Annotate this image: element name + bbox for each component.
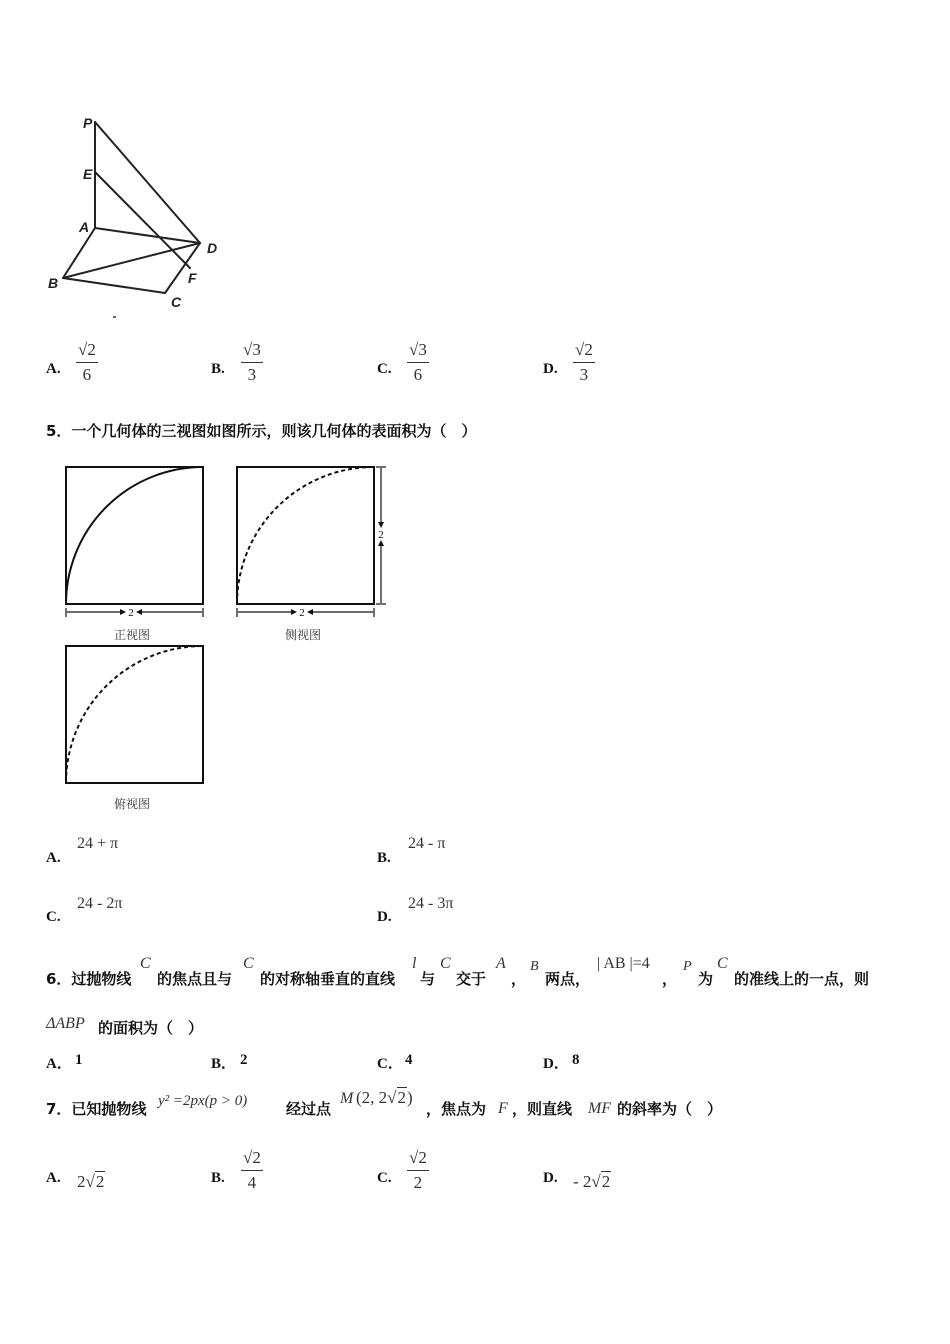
label-f: F <box>188 270 197 286</box>
q7-option-a-value: 2√2 <box>77 1172 105 1191</box>
q6-stem-part4: 与 <box>420 970 436 988</box>
q6-stem-part8: 的准线上的一点，则 <box>734 970 870 988</box>
q7-option-b-letter[interactable]: B. <box>211 1170 225 1186</box>
q6-var-c-4: C <box>717 955 728 972</box>
q6-stem-part3: 的对称轴垂直的直线 <box>260 970 396 988</box>
q6-stem-part7: 为 <box>698 970 714 988</box>
front-dim-label: 2 <box>128 607 134 619</box>
q6-comma-1: ， <box>511 970 527 988</box>
label-c: C <box>171 294 182 310</box>
q7-var-mf: MF <box>588 1100 612 1117</box>
pyramid-figure <box>40 108 230 323</box>
label-e: E <box>83 166 93 182</box>
q7-stem-part1: 7．已知抛物线 <box>46 1100 147 1118</box>
q5-option-d-value: 24 - 3π <box>408 895 454 912</box>
q6-option-b-value: 2 <box>240 1052 248 1068</box>
q4-option-c-letter[interactable]: C. <box>377 361 392 377</box>
q4-option-b-letter[interactable]: B. <box>211 361 225 377</box>
q7-stem-part4: ，则直线 <box>512 1100 573 1118</box>
q6-var-a: A <box>496 955 506 972</box>
q6-option-d-letter[interactable]: D． <box>543 1056 569 1072</box>
q6-option-a-letter[interactable]: A． <box>46 1056 72 1072</box>
side-view-figure <box>228 460 393 622</box>
q6-var-b: B <box>530 959 539 974</box>
q7-equation: y² =2px(p > 0) <box>158 1093 248 1109</box>
q5-option-b-letter[interactable]: B. <box>377 850 391 866</box>
q6-stem-part6: 两点， <box>545 970 591 988</box>
q6-stem-part1: 6．过抛物线 <box>46 970 132 988</box>
q6-stem-part9: 的面积为（ ） <box>98 1019 204 1037</box>
q5-option-a-value: 24 + π <box>77 835 119 852</box>
label-a: A <box>79 219 90 235</box>
q5-stem: 5．一个几何体的三视图如图所示，则该几何体的表面积为（ ） <box>46 422 477 440</box>
q4-option-a-value: $\frac{√2}{6}$ <box>78 340 96 384</box>
q4-option-b-value: $\frac{√3}{3}$ <box>243 340 261 384</box>
q6-triangle: ΔABP <box>46 1015 85 1032</box>
front-view-figure <box>58 460 214 622</box>
q6-option-b-letter[interactable]: B． <box>211 1056 237 1072</box>
q4-option-d-letter[interactable]: D. <box>543 361 558 377</box>
q5-option-c-value: 24 - 2π <box>77 895 123 912</box>
q5-option-a-letter[interactable]: A. <box>46 850 61 866</box>
q7-var-m: M <box>340 1090 354 1107</box>
top-view-caption: 俯视图 <box>114 797 151 811</box>
q6-var-l: l <box>412 955 417 972</box>
q7-option-c-value: $\frac{√2}{2}$ <box>409 1148 427 1192</box>
side-view-caption: 侧视图 <box>285 628 322 642</box>
label-d: D <box>207 240 218 256</box>
q7-option-d-value: - 2√2 <box>573 1172 611 1191</box>
q6-var-p: P <box>683 959 692 974</box>
q7-stem-part5: 的斜率为（ ） <box>617 1100 723 1118</box>
q6-var-c-3: C <box>440 955 451 972</box>
q6-var-c-2: C <box>243 955 254 972</box>
q7-point-coords: (2, 2√2) <box>356 1088 413 1107</box>
side-dim-label-bottom: 2 <box>299 607 305 619</box>
q7-var-f: F <box>498 1100 508 1117</box>
q7-stem-part3: ，焦点为 <box>426 1100 487 1118</box>
label-p: P <box>83 115 93 131</box>
q6-stem-part5: 交于 <box>456 970 487 988</box>
side-dim-label-right: 2 <box>378 529 384 541</box>
q7-option-a-letter[interactable]: A. <box>46 1170 61 1186</box>
q6-comma-2: ， <box>662 970 678 988</box>
q6-ab-condition: | AB |=4 <box>597 955 650 972</box>
q4-option-c-value: $\frac{√3}{6}$ <box>409 340 427 384</box>
top-view-figure <box>58 638 214 790</box>
q5-option-d-letter[interactable]: D. <box>377 909 392 925</box>
label-b: B <box>48 275 59 291</box>
q6-option-d-value: 8 <box>572 1052 580 1068</box>
q5-option-b-value: 24 - π <box>408 835 446 852</box>
q7-option-c-letter[interactable]: C. <box>377 1170 392 1186</box>
q7-option-d-letter[interactable]: D. <box>543 1170 558 1186</box>
q5-option-c-letter[interactable]: C. <box>46 909 61 925</box>
front-view-caption: 正视图 <box>114 628 151 642</box>
q6-option-c-letter[interactable]: C． <box>377 1056 403 1072</box>
q6-option-c-value: 4 <box>405 1052 413 1068</box>
q6-stem-part2: 的焦点且与 <box>157 970 233 988</box>
q7-stem-part2: 经过点 <box>286 1100 332 1118</box>
q6-option-a-value: 1 <box>75 1052 83 1068</box>
q6-var-c-1: C <box>140 955 151 972</box>
q4-option-d-value: $\frac{√2}{3}$ <box>575 340 593 384</box>
q4-option-a-letter[interactable]: A. <box>46 361 61 377</box>
q7-option-b-value: $\frac{√2}{4}$ <box>243 1148 261 1192</box>
